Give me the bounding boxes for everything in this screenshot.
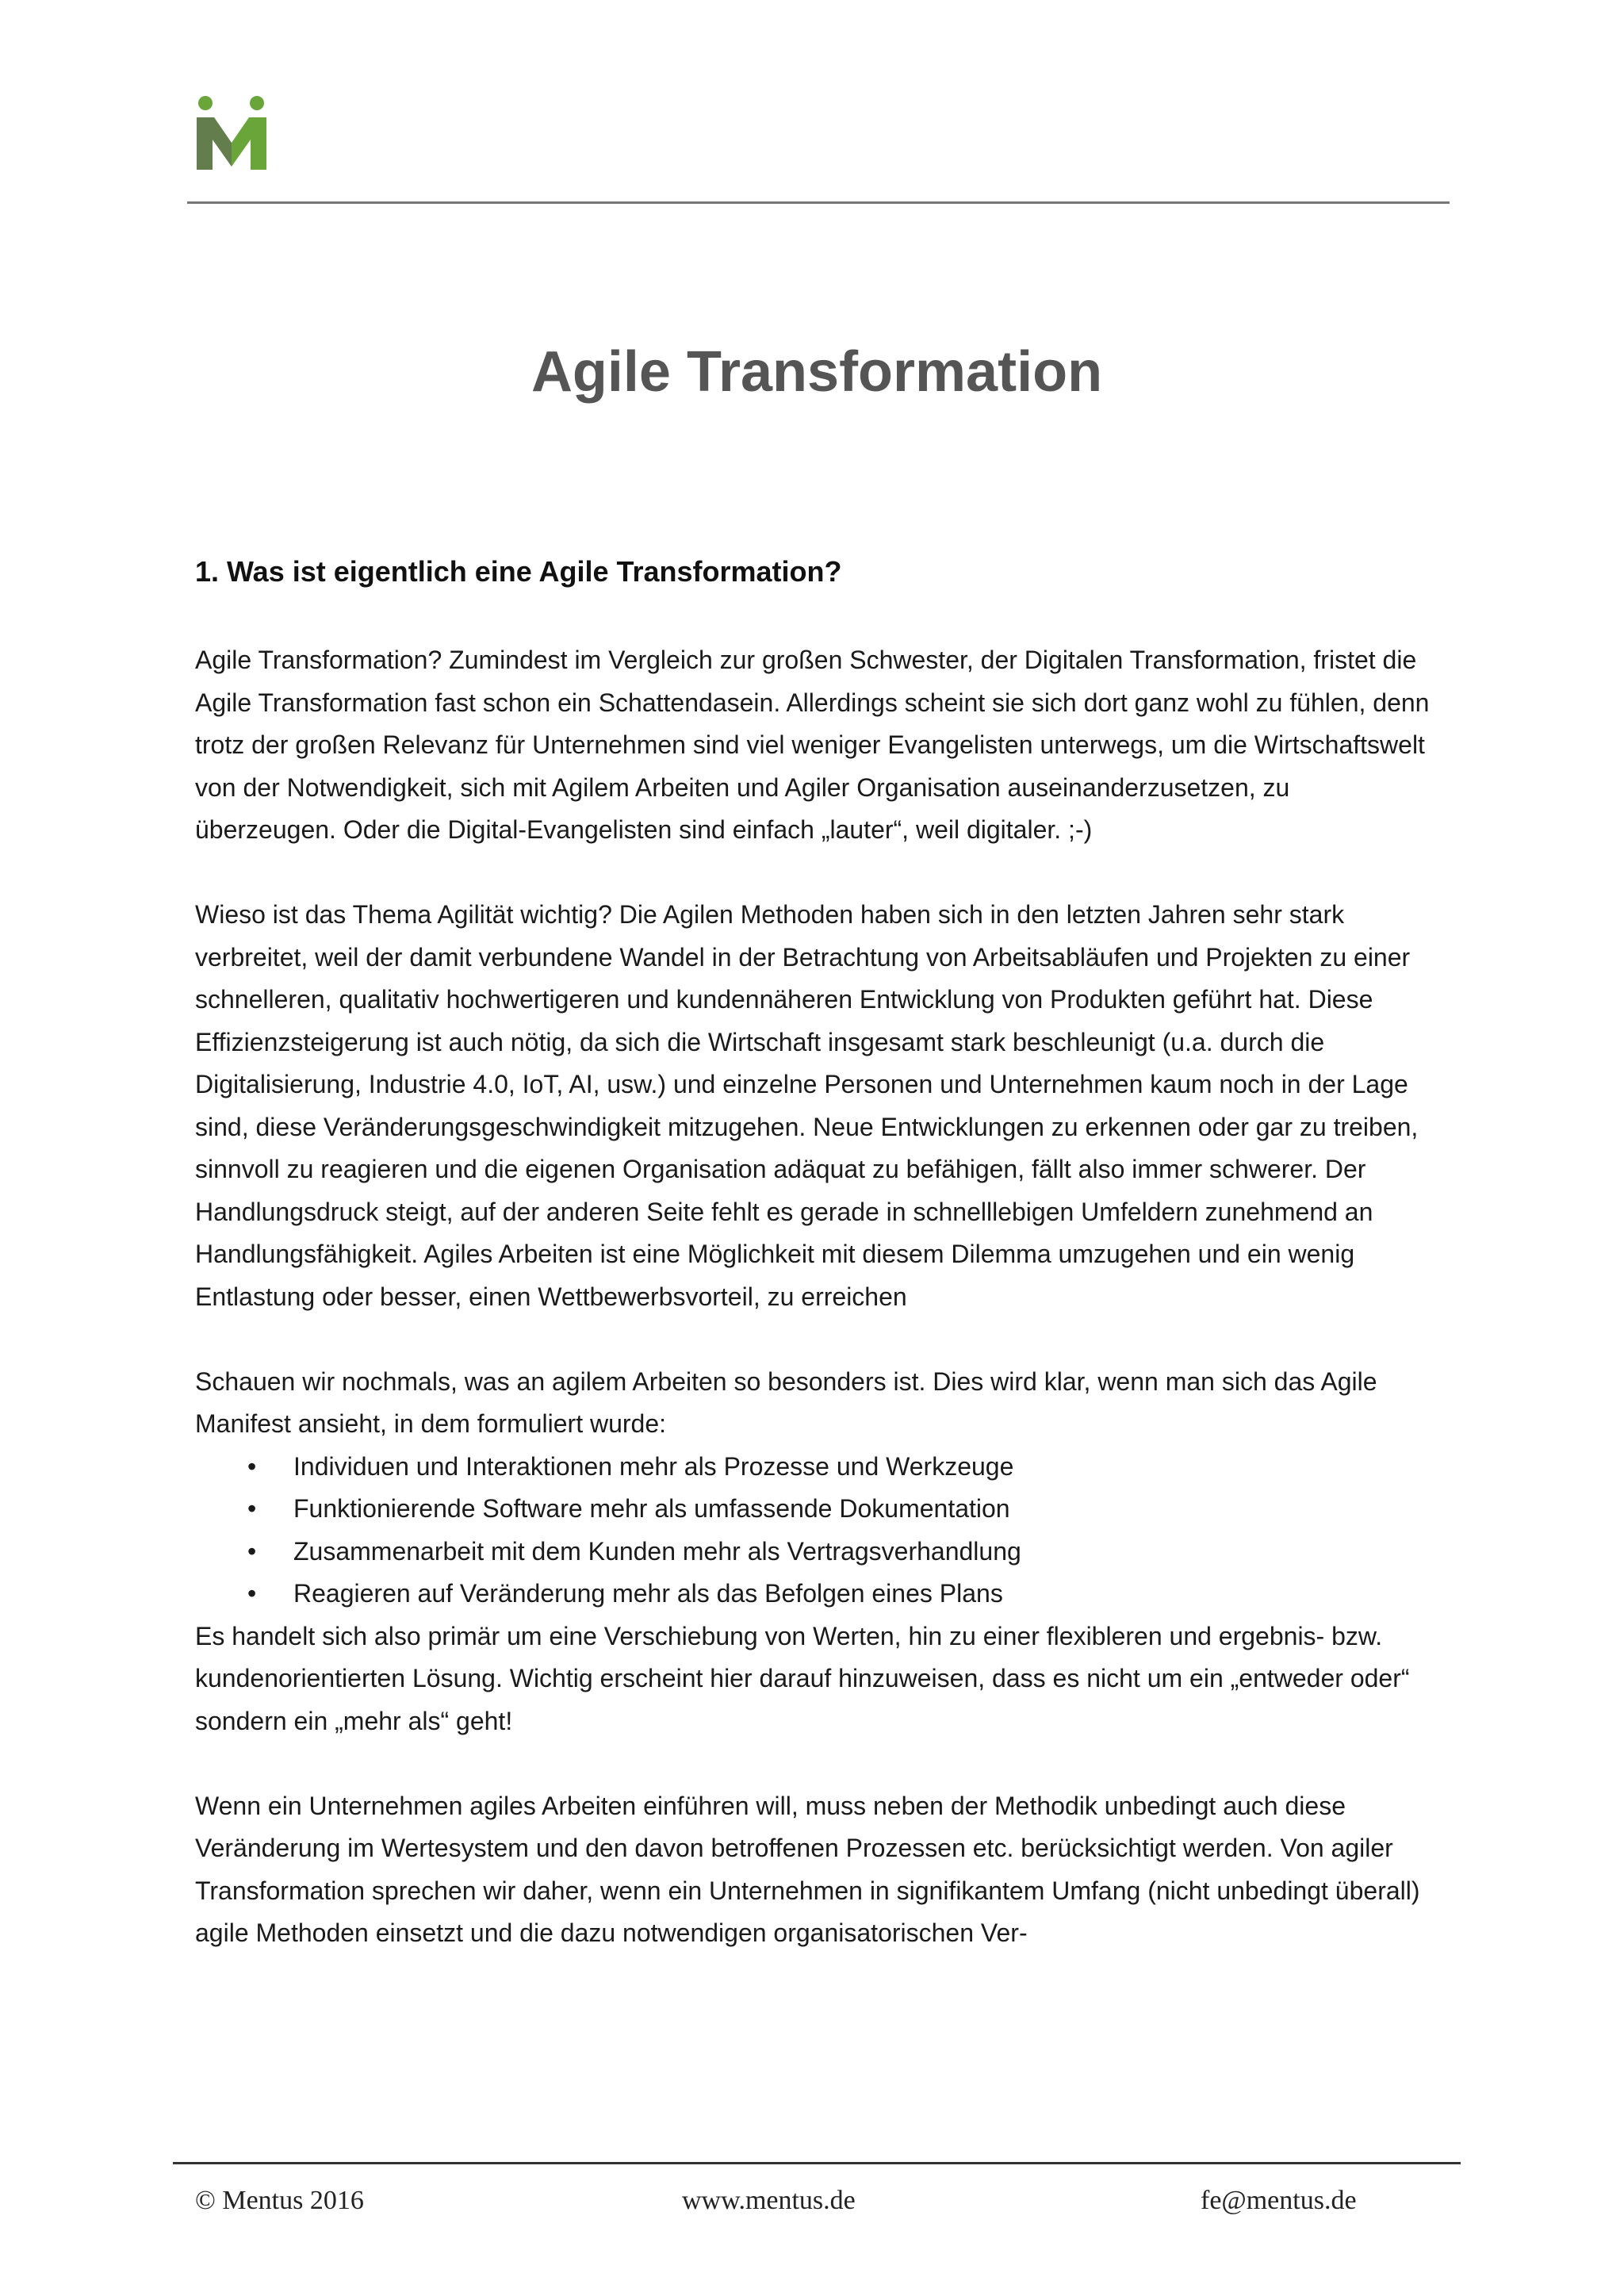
manifesto-list bbox=[195, 1446, 1432, 1616]
footer-website-link[interactable]: www.mentus.de bbox=[682, 2186, 856, 2215]
list-item: • Zusammenarbeit mit dem Kunden mehr als Vertragsverhandlung bbox=[195, 1531, 1432, 1573]
list-item: • Reagieren auf Veränderung mehr als das Befolgen eines Plans bbox=[195, 1573, 1432, 1616]
paragraph-transformation: Wenn ein Unternehmen agiles Arbeiten einführen will, muss neben der Methodik unbedingt auch diese Veränderung im Wertesystem und den davon betroffenen Prozessen etc. berücksichtigt werden. Von agiler Transformation sprechen wir daher, wenn ein Unternehmen in signifikantem Umfang (nicht unbedingt überall) agile Methoden einsetzt und die dazu notwendigen organisatorischen Ver- bbox=[195, 1791, 1420, 1947]
paragraph-relevance: Wieso ist das Thema Agilität wichtig? Die Agilen Methoden haben sich in den letzten Jahren sehr stark verbreitet, weil der damit verbundene Wandel in der Betrachtung von Arbeitsabläufen und Projekten zu einer schnelleren, qualitativ hochwertigeren und kundennäheren Entwicklung von Produkten geführt hat. Diese Effizienzsteigerung ist auch nötig, da sich die Wirtschaft insgesamt stark beschleunigt (u.a. durch die Digitalisierung, Industrie 4.0, IoT, AI, usw.) und einzelne Personen und Unternehmen kaum noch in der Lage sind, diese Veränderungsgeschwindigkeit mitzugehen. Neue Entwicklungen zu erkennen oder gar zu treiben, sinnvoll zu reagieren und die eigenen Organisation adäquat zu befähigen, fällt also immer schwerer. Der Handlungsdruck steigt, auf der anderen Seite fehlt es gerade in schnelllebigen Umfeldern zunehmend an Handlungsfähigkeit. Agiles Arbeiten ist eine Möglichkeit mit diesem Dilemma umzugehen und ein wenig Entlastung oder besser, einen Wettbewerbsvorteil, zu erreichen bbox=[195, 900, 1419, 1311]
footer-copyright: © Mentus 2016 bbox=[195, 2186, 364, 2215]
section-heading: 1. Was ist eigentlich eine Agile Transformation? bbox=[195, 555, 842, 588]
list-item: • Funktionierende Software mehr als umfassende Dokumentation bbox=[195, 1488, 1432, 1531]
paragraph-values: Es handelt sich also primär um eine Verschiebung von Werten, hin zu einer flexibleren und ergebnis- bzw. kundenorientierten Lösung. Wichtig erscheint hier darauf hinzuweisen, dass es nicht um ein „entweder oder“ sondern ein „mehr als“ geht! bbox=[195, 1621, 1410, 1735]
paragraph-intro: Agile Transformation? Zumindest im Vergleich zur großen Schwester, der Digitalen Transformation, fristet die Agile Transformation fast schon ein Schattendasein. Allerdings scheint sie sich dort ganz wohl zu fühlen, denn trotz der großen Relevanz für Unternehmen sind viel weniger Evangelisten unterwegs, um die Wirtschaftswelt von der Notwendigkeit, sich mit Agilem Arbeiten und Agiler Organisation auseinanderzusetzen, zu überzeugen. Oder die Digital-Evangelisten sind einfach „lauter“, weil digitaler. ;-) bbox=[195, 646, 1430, 844]
footer-email-link[interactable]: fe@mentus.de bbox=[1201, 2186, 1357, 2215]
mentus-logo-icon bbox=[193, 94, 270, 173]
document-title: Agile Transformation bbox=[530, 340, 1103, 404]
paragraph-manifesto-intro: Schauen wir nochmals, was an agilem Arbeiten so besonders ist. Dies wird klar, wenn man sich das Agile Manifest ansieht, in dem formuliert wurde: bbox=[195, 1366, 1377, 1438]
list-item: • Individuen und Interaktionen mehr als Prozesse und Werkzeuge bbox=[195, 1446, 1432, 1489]
document-body bbox=[195, 639, 1432, 1955]
footer-divider bbox=[173, 2162, 1461, 2164]
header-divider bbox=[187, 201, 1450, 204]
